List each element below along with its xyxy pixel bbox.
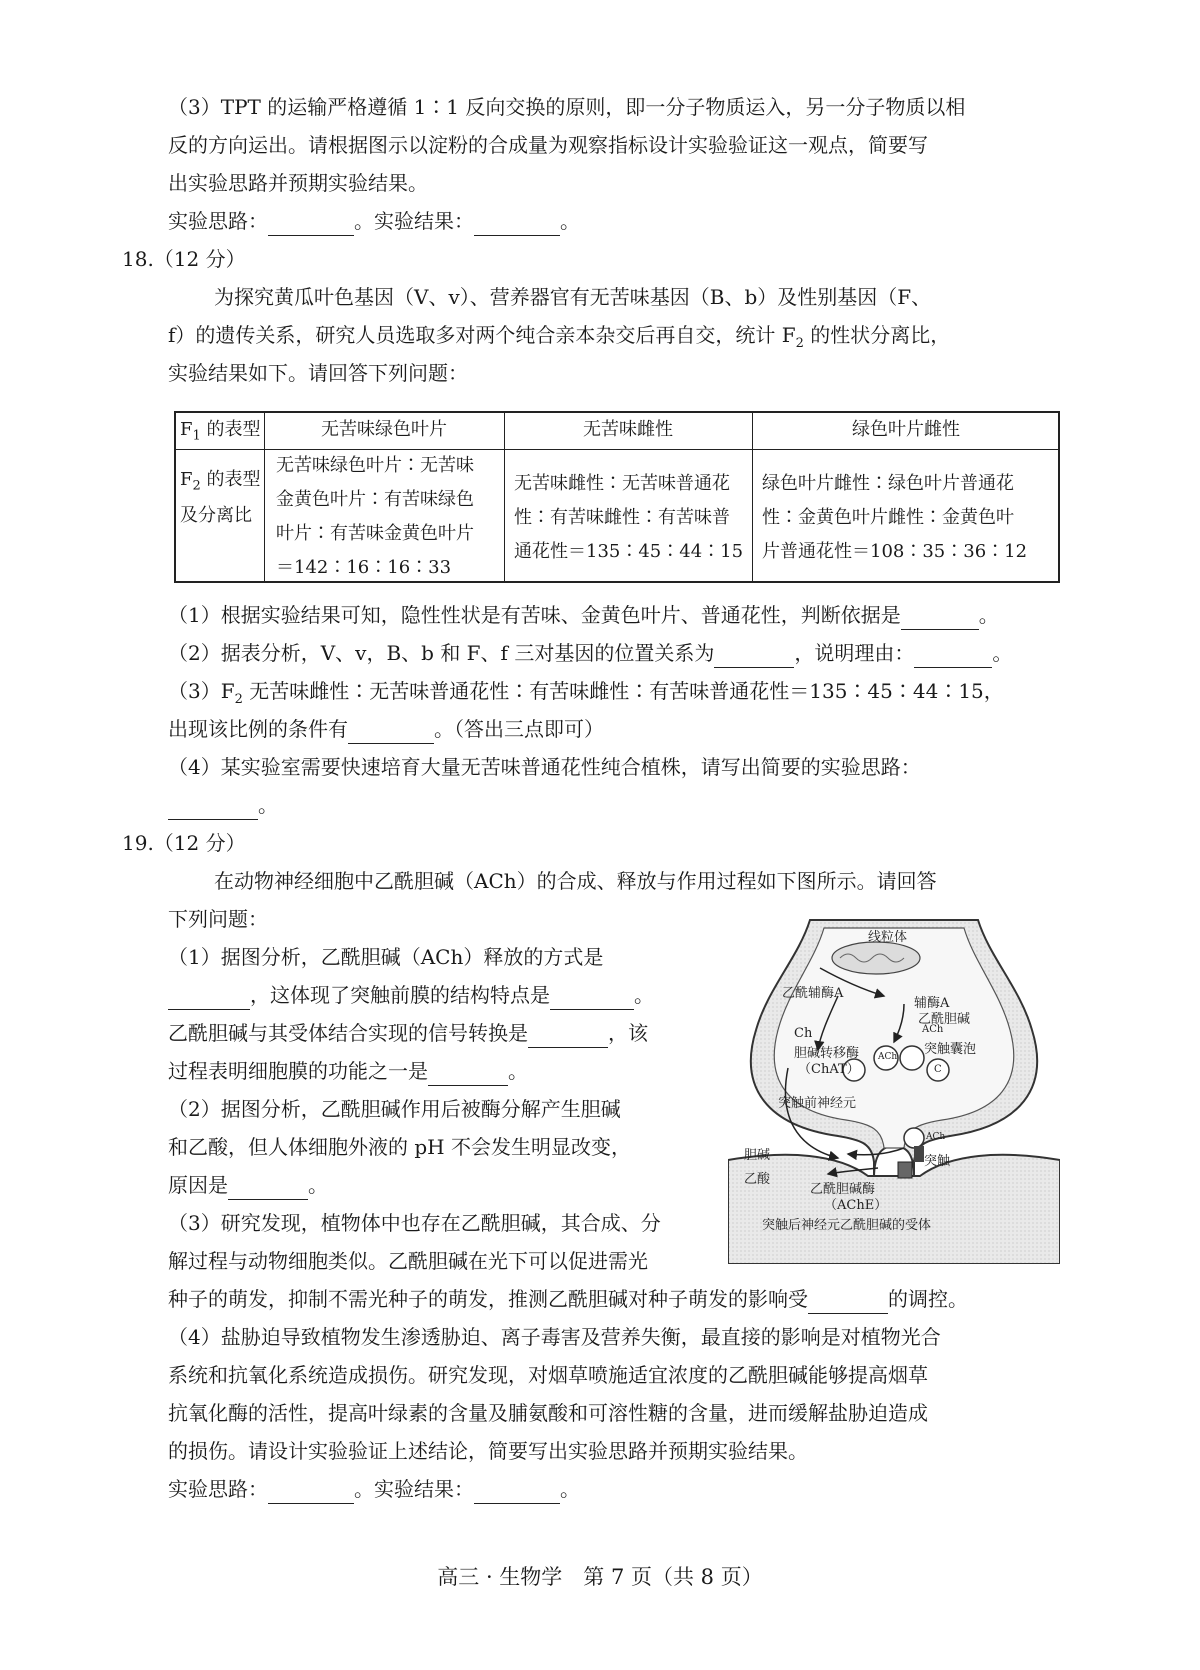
q19-1-blank3[interactable] bbox=[528, 1025, 608, 1048]
q19-3-line2: 解过程与动物细胞类似。乙酰胆碱在光下可以促进需光 bbox=[168, 1249, 648, 1273]
q19-intro1: 在动物神经细胞中乙酰胆碱（ACh）的合成、释放与作用过程如下图所示。请回答 bbox=[214, 869, 937, 893]
q18-intro2 bbox=[168, 320, 950, 359]
q19-2-blank[interactable] bbox=[228, 1177, 308, 1200]
q18-2-blank1[interactable] bbox=[714, 645, 794, 668]
label-ch: Ch bbox=[794, 1026, 813, 1041]
mitochondrion bbox=[832, 942, 920, 974]
q18-intro2-sub: 2 bbox=[795, 336, 804, 351]
q19-2-line1: （2）据图分析，乙酰胆碱作用后被酶分解产生胆碱 bbox=[168, 1097, 621, 1121]
synapse-figure bbox=[728, 918, 1060, 1264]
table-row-f2-label bbox=[180, 463, 261, 504]
header-f1-a: F bbox=[180, 419, 193, 440]
q18-2-text: （2）据表分析，V、v，B、b 和 F、f 三对基因的位置关系为 bbox=[168, 641, 715, 665]
q19-1-blank2[interactable] bbox=[550, 987, 634, 1010]
label-vesicle: 突触囊泡 bbox=[924, 1042, 977, 1057]
q19-4-result-blank[interactable] bbox=[474, 1481, 560, 1504]
label-coa: 辅酶A bbox=[914, 996, 950, 1011]
q19-4-line1: （4）盐胁迫导致植物发生渗透胁迫、离子毒害及营养失衡，最直接的影响是对植物光合 bbox=[168, 1325, 941, 1349]
q18-3a-2: 无苦味雌性∶无苦味普通花性∶有苦味雌性∶有苦味普通花性＝135∶45∶44∶15， bbox=[242, 679, 1004, 703]
q18-intro3: 实验结果如下。请回答下列问题： bbox=[168, 361, 468, 385]
label-choline: 胆碱 bbox=[744, 1148, 771, 1163]
ach-molecule bbox=[904, 1128, 924, 1148]
label-receptor: 突触后神经元乙酰胆碱的受体 bbox=[762, 1218, 932, 1233]
q18-1-text: （1）根据实验结果可知，隐性性状是有苦味、金黄色叶片、普通花性，判断依据是 bbox=[168, 603, 901, 627]
label-ache: 乙酰胆碱酶 bbox=[810, 1182, 876, 1197]
q18-2-blank2[interactable] bbox=[914, 645, 992, 668]
q19-number: 19.（12 分） bbox=[122, 831, 246, 855]
table-cell-c2-2: 通花性＝135∶45∶44∶15 bbox=[514, 541, 744, 562]
table-header-col1: 无苦味绿色叶片 bbox=[321, 419, 447, 440]
label-synapse: 突触 bbox=[924, 1154, 951, 1169]
label-chat-abbr: （ChAT） bbox=[798, 1062, 860, 1077]
q18-2-end: 。 bbox=[992, 641, 1013, 665]
table-header-f1 bbox=[180, 413, 261, 454]
q18-3-blank[interactable] bbox=[348, 721, 434, 744]
label-vesicle-c: C bbox=[934, 1064, 942, 1075]
q18-3b-text: 出现该比例的条件有 bbox=[168, 717, 348, 741]
q19-1-line1: （1）据图分析，乙酰胆碱（ACh）释放的方式是 bbox=[168, 945, 604, 969]
table-cell-c2-0: 无苦味雌性∶无苦味普通花 bbox=[514, 473, 730, 494]
q19-2-line3-text: 原因是 bbox=[168, 1173, 228, 1197]
q18-intro1: 为探究黄瓜叶色基因（V、v）、营养器官有无苦味基因（B、b）及性别基因（F、 bbox=[214, 285, 932, 309]
label-ach-word: 乙酰胆碱 bbox=[918, 1012, 971, 1027]
q19-1-line3-text: 乙酰胆碱与其受体结合实现的信号转换是 bbox=[168, 1021, 528, 1045]
label-mitochondrion: 线粒体 bbox=[868, 930, 908, 945]
q17-3-result-blank[interactable] bbox=[474, 213, 560, 236]
q18-2-reason: ，说明理由： bbox=[794, 641, 915, 665]
label-cleft-ach: ACh bbox=[926, 1132, 946, 1142]
q18-3a bbox=[168, 676, 1004, 715]
table-cell-c3-2: 片普通花性＝108∶35∶36∶12 bbox=[762, 541, 1028, 562]
table-cell-c1-1: 金黄色叶片∶有苦味绿色 bbox=[276, 489, 474, 510]
q19-4-result-label: 。实验结果： bbox=[354, 1477, 474, 1501]
q17-3-idea-label: 实验思路： bbox=[168, 209, 268, 233]
label-chat: 胆碱转移酶 bbox=[794, 1046, 860, 1061]
q18-3b bbox=[168, 714, 604, 744]
row-f2-a: F bbox=[180, 469, 193, 490]
table-cell-c1-3: ＝142∶16∶16∶33 bbox=[276, 557, 452, 578]
page-footer: 高三 · 生物学 第 7 页（共 8 页） bbox=[437, 1565, 763, 1589]
q17-3-result-label: 。实验结果： bbox=[354, 209, 474, 233]
q19-4-line3: 抗氧化酶的活性，提高叶绿素的含量及脯氨酸和可溶性糖的含量，进而缓解盐胁迫造成 bbox=[168, 1401, 928, 1425]
q18-intro2b: 的性状分离比， bbox=[803, 323, 951, 347]
row-f2-sub: 2 bbox=[192, 478, 201, 494]
q19-4-idea-label: 实验思路： bbox=[168, 1477, 268, 1501]
header-f1-b: 的表型 bbox=[200, 419, 261, 440]
q18-intro2a: f）的遗传关系，研究人员选取多对两个纯合亲本杂交后再自交，统计 F bbox=[168, 323, 796, 347]
table-header-col2: 无苦味雌性 bbox=[583, 419, 673, 440]
q17-3-answer-line bbox=[168, 206, 580, 236]
q19-1-line4-text: 过程表明细胞膜的功能之一是 bbox=[168, 1059, 428, 1083]
table-cell-c3-0: 绿色叶片雌性∶绿色叶片普通花 bbox=[762, 473, 1014, 494]
synaptic-vesicle bbox=[900, 1046, 924, 1070]
label-acetate: 乙酸 bbox=[744, 1172, 771, 1187]
label-presynaptic-neuron: 突触前神经元 bbox=[778, 1096, 857, 1111]
q18-1-blank[interactable] bbox=[901, 607, 979, 630]
q17-3-line3: 出实验思路并预期实验结果。 bbox=[168, 171, 428, 195]
q19-1-line2-end: 。 bbox=[634, 983, 654, 1007]
q19-2-line3 bbox=[168, 1170, 328, 1200]
table-cell-c2-1: 性∶有苦味雌性∶有苦味普 bbox=[514, 507, 730, 528]
header-f1-sub: 1 bbox=[192, 428, 201, 444]
table-cell-c3-1: 性∶金黄色叶片雌性∶金黄色叶 bbox=[762, 507, 1014, 528]
q19-2-line2: 和乙酸，但人体细胞外液的 pH 不会发生明显改变， bbox=[168, 1135, 631, 1159]
q19-3-line3 bbox=[168, 1284, 968, 1314]
q18-number: 18.（12 分） bbox=[122, 247, 246, 271]
label-vesicle-ach: ACh bbox=[878, 1052, 898, 1062]
q18-1 bbox=[168, 600, 999, 630]
q17-3-line1: （3）TPT 的运输严格遵循 1∶1 反向交换的原则，即一分子物质运入，另一分子物质以相 bbox=[168, 95, 966, 119]
q19-3-line3-tail: 的调控。 bbox=[888, 1287, 968, 1311]
postsynaptic-membrane bbox=[728, 1155, 1060, 1264]
q19-4-end: 。 bbox=[560, 1477, 580, 1501]
q19-4-line2: 系统和抗氧化系统造成损伤。研究发现，对烟草喷施适宜浓度的乙酰胆碱能够提高烟草 bbox=[168, 1363, 928, 1387]
q18-1-end: 。 bbox=[978, 603, 999, 627]
q17-3-idea-blank[interactable] bbox=[268, 213, 354, 236]
label-ache-abbr: （AChE） bbox=[824, 1198, 888, 1213]
q19-intro2: 下列问题： bbox=[168, 907, 268, 931]
q19-3-blank[interactable] bbox=[808, 1291, 888, 1314]
row-f2-b: 的表型 bbox=[200, 469, 261, 490]
table-row-ratio-label: 及分离比 bbox=[180, 505, 252, 526]
q19-2-line3-end: 。 bbox=[308, 1173, 328, 1197]
q18-4-end: 。 bbox=[258, 793, 278, 817]
q18-2 bbox=[168, 638, 1012, 668]
q18-4-blank[interactable] bbox=[168, 797, 258, 820]
ache-enzyme bbox=[898, 1162, 912, 1178]
synapse-diagram bbox=[728, 918, 1060, 1264]
q18-3b-end: 。（答出三点即可） bbox=[434, 717, 604, 741]
label-ach: ACh bbox=[922, 1024, 944, 1035]
q19-1-blank4[interactable] bbox=[428, 1063, 508, 1086]
table-header-col3: 绿色叶片雌性 bbox=[852, 419, 960, 440]
q18-4: （4）某实验室需要快速培育大量无苦味普通花性纯合植株，请写出简要的实验思路： bbox=[168, 755, 921, 779]
q19-1-line3-tail: ，该 bbox=[608, 1021, 648, 1045]
q19-3-line1: （3）研究发现，植物体中也存在乙酰胆碱，其合成、分 bbox=[168, 1211, 661, 1235]
q19-1-line4-end: 。 bbox=[508, 1059, 528, 1083]
q18-4-answer bbox=[168, 790, 278, 820]
table-cell-c1-0: 无苦味绿色叶片∶无苦味 bbox=[276, 455, 474, 476]
q18-3a-sub: 2 bbox=[234, 692, 243, 707]
q19-4-idea-blank[interactable] bbox=[268, 1481, 354, 1504]
q17-3-line2: 反的方向运出。请根据图示以淀粉的合成量为观察指标设计实验验证这一观点，简要写 bbox=[168, 133, 928, 157]
q18-3a-1: （3）F bbox=[168, 679, 235, 703]
q19-4-answer-line bbox=[168, 1474, 580, 1504]
q19-1-blank1[interactable] bbox=[168, 987, 250, 1010]
q17-3-end: 。 bbox=[560, 209, 580, 233]
q19-1-line2 bbox=[168, 980, 654, 1010]
q19-1-line4 bbox=[168, 1056, 528, 1086]
q19-4-line4: 的损伤。请设计实验验证上述结论，简要写出实验思路并预期实验结果。 bbox=[168, 1439, 808, 1463]
q19-3-line3-text: 种子的萌发，抑制不需光种子的萌发，推测乙酰胆碱对种子萌发的影响受 bbox=[168, 1287, 808, 1311]
ach-receptor bbox=[914, 1146, 924, 1162]
q19-1-line3 bbox=[168, 1018, 648, 1048]
q18-table bbox=[174, 411, 1060, 583]
label-acetyl-coa: 乙酰辅酶A bbox=[782, 986, 844, 1001]
q19-1-line2-text: ，这体现了突触前膜的结构特点是 bbox=[250, 983, 550, 1007]
table-cell-c1-2: 叶片∶有苦味金黄色叶片 bbox=[276, 523, 474, 544]
